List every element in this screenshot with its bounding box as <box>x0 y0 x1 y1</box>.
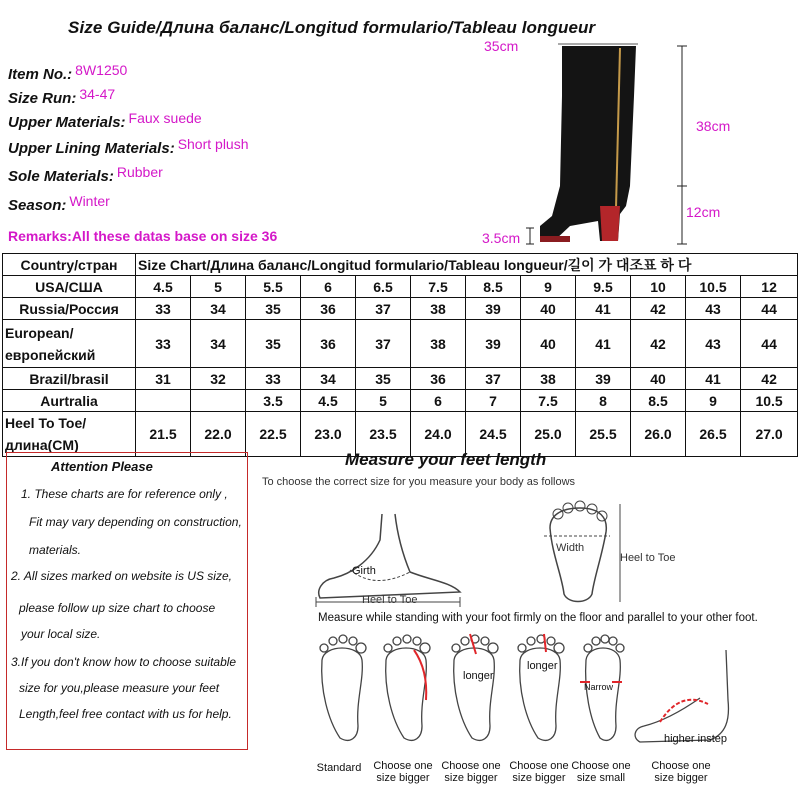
dim-top-width: 35cm <box>484 38 519 54</box>
attention-line: size for you,please measure your feet <box>19 681 220 695</box>
table-cell: 9 <box>521 276 576 298</box>
spec-value: Rubber <box>116 164 163 180</box>
spec-label: Size Run: <box>8 90 77 107</box>
table-cell: 8 <box>576 390 631 412</box>
table-cell: 21.5 <box>136 412 191 457</box>
table-cell: 38 <box>521 368 576 390</box>
table-cell: 34 <box>191 298 246 320</box>
table-cell: 7.5 <box>521 390 576 412</box>
table-cell: 38 <box>411 320 466 368</box>
caption-1: Choose one size bigger <box>373 760 433 784</box>
spec-upper <box>8 110 202 131</box>
size-table <box>2 253 798 457</box>
caption-3: Choose one size bigger <box>509 760 569 784</box>
boot-drawing <box>470 36 770 256</box>
table-cell: 44 <box>741 320 798 368</box>
table-cell: 39 <box>466 320 521 368</box>
caption-4: Choose one size small <box>571 760 631 784</box>
table-row <box>3 390 798 412</box>
table-cell: 35 <box>246 298 301 320</box>
table-row-label: Russia/Россия <box>3 298 136 320</box>
table-cell: 4.5 <box>136 276 191 298</box>
table-cell: 41 <box>686 368 741 390</box>
table-row-label: European/европейский <box>3 320 136 368</box>
heel-to-toe-label: Heel to Toe <box>362 594 418 606</box>
measure-note: Measure while standing with your foot firmly on the floor and parallel to your other foot. <box>318 612 758 624</box>
table-cell: 5.5 <box>246 276 301 298</box>
table-cell: 6 <box>411 390 466 412</box>
table-cell: 40 <box>521 320 576 368</box>
attention-line: please follow up size chart to choose <box>19 601 216 615</box>
table-cell: 42 <box>631 298 686 320</box>
width-label: Width <box>556 542 585 554</box>
tag-longer-2: longer <box>527 660 558 672</box>
table-cell: 7 <box>466 390 521 412</box>
measure-subtitle: To choose the correct size for you measure your body as follows <box>262 476 576 488</box>
dim-shaft-height: 38cm <box>696 118 731 134</box>
table-cell: 10.5 <box>686 276 741 298</box>
dim-heel-height: 12cm <box>686 204 721 220</box>
table-cell: 39 <box>576 368 631 390</box>
spec-value: 34-47 <box>79 86 116 102</box>
table-cell: 24.5 <box>466 412 521 457</box>
table-cell <box>136 390 191 412</box>
spec-label: Upper Lining Materials: <box>8 140 175 157</box>
table-cell <box>191 390 246 412</box>
table-cell: 33 <box>246 368 301 390</box>
table-cell: 4.5 <box>301 390 356 412</box>
table-cell: 10.5 <box>741 390 798 412</box>
table-cell: 43 <box>686 320 741 368</box>
table-cell: 38 <box>411 298 466 320</box>
spec-item-no <box>8 62 128 83</box>
tag-narrow: Narrow <box>584 682 614 692</box>
table-cell: 22.0 <box>191 412 246 457</box>
measure-title: Measure your feet length <box>345 450 547 469</box>
spec-label: Item No.: <box>8 66 73 83</box>
table-row-label: Heel To Toe/длина(CM) <box>3 412 136 457</box>
table-cell: 41 <box>576 320 631 368</box>
boot-illustration <box>470 36 770 256</box>
table-cell: 40 <box>631 368 686 390</box>
caption-standard: Standard <box>316 762 362 774</box>
page-title: Size Guide/Длина баланс/Longitud formulario/Tableau longueur <box>68 18 596 37</box>
footprint-row <box>310 630 780 750</box>
spec-value: Winter <box>69 193 110 209</box>
footprint-longer-third-icon <box>518 634 564 740</box>
table-cell: 36 <box>301 298 356 320</box>
heel-to-toe-side-label: Heel to Toe <box>620 552 676 564</box>
attention-line: 3.If you don't know how to choose suitable <box>11 655 237 669</box>
table-cell: 5 <box>191 276 246 298</box>
table-cell: 39 <box>466 298 521 320</box>
table-row <box>3 276 798 298</box>
table-cell: 25.0 <box>521 412 576 457</box>
table-cell: 34 <box>191 320 246 368</box>
table-cell: 5 <box>356 390 411 412</box>
spec-label: Sole Materials: <box>8 168 114 185</box>
spec-lining <box>8 136 249 157</box>
table-cell: 37 <box>356 298 411 320</box>
table-cell: 6 <box>301 276 356 298</box>
attention-line: 1. These charts are for reference only , <box>21 487 228 501</box>
spec-sole <box>8 164 163 185</box>
attention-box <box>6 452 248 750</box>
table-cell: 33 <box>136 320 191 368</box>
attention-title: Attention Please <box>51 459 153 474</box>
footprint-longer-second-icon <box>452 634 498 740</box>
table-cell: 37 <box>356 320 411 368</box>
spec-value: 8W1250 <box>75 62 128 78</box>
caption-5: Choose one size bigger <box>651 760 711 784</box>
table-cell: 9.5 <box>576 276 631 298</box>
footprint-longer-toe-icon <box>384 635 430 740</box>
girth-label: Girth <box>352 565 376 577</box>
table-cell: 31 <box>136 368 191 390</box>
table-cell: 10 <box>631 276 686 298</box>
table-cell: 24.0 <box>411 412 466 457</box>
table-cell: 32 <box>191 368 246 390</box>
table-cell: 35 <box>246 320 301 368</box>
table-cell: 36 <box>301 320 356 368</box>
table-row <box>3 298 798 320</box>
table-cell: 33 <box>136 298 191 320</box>
foot-instep-icon <box>635 650 728 742</box>
table-row-label: Brazil/brasil <box>3 368 136 390</box>
table-cell: 23.0 <box>301 412 356 457</box>
attention-line: materials. <box>29 543 82 557</box>
table-cell: 8.5 <box>466 276 521 298</box>
spec-label: Upper Materials: <box>8 114 126 131</box>
table-cell: 37 <box>466 368 521 390</box>
table-cell: 42 <box>631 320 686 368</box>
table-cell: 35 <box>356 368 411 390</box>
remarks: Remarks:All these datas base on size 36 <box>8 228 278 244</box>
table-header-chart: Size Chart/Длина баланс/Longitud formulario/Tableau longueur/길이 가 대조표 하 다 <box>136 254 798 276</box>
spec-size-run <box>8 86 116 107</box>
table-cell: 36 <box>411 368 466 390</box>
table-cell: 22.5 <box>246 412 301 457</box>
table-cell: 27.0 <box>741 412 798 457</box>
caption-2: Choose one size bigger <box>441 760 501 784</box>
table-cell: 12 <box>741 276 798 298</box>
table-cell: 3.5 <box>246 390 301 412</box>
table-cell: 26.0 <box>631 412 686 457</box>
tag-longer-1: longer <box>463 670 494 682</box>
dim-platform: 3.5cm <box>482 230 521 246</box>
table-row <box>3 320 798 368</box>
spec-season <box>8 193 110 214</box>
table-row-label: USA/США <box>3 276 136 298</box>
table-row-label: Aurtralia <box>3 390 136 412</box>
table-cell: 26.5 <box>686 412 741 457</box>
tag-instep: higher instep <box>664 733 727 745</box>
table-cell: 9 <box>686 390 741 412</box>
spec-label: Season: <box>8 197 67 214</box>
footprint-standard-icon <box>320 635 366 740</box>
spec-value: Short plush <box>177 136 249 152</box>
table-cell: 40 <box>521 298 576 320</box>
table-cell: 44 <box>741 298 798 320</box>
table-cell: 34 <box>301 368 356 390</box>
table-row <box>3 368 798 390</box>
attention-line: Fit may vary depending on construction, <box>29 515 242 529</box>
table-cell: 42 <box>741 368 798 390</box>
table-header-row <box>3 254 798 276</box>
attention-line: 2. All sizes marked on website is US size, <box>11 569 232 583</box>
table-cell: 8.5 <box>631 390 686 412</box>
table-cell: 7.5 <box>411 276 466 298</box>
spec-value: Faux suede <box>128 110 202 126</box>
table-cell: 41 <box>576 298 631 320</box>
table-cell: 43 <box>686 298 741 320</box>
attention-line: your local size. <box>21 627 101 641</box>
table-cell: 6.5 <box>356 276 411 298</box>
attention-line: Length,feel free contact with us for help. <box>19 707 232 721</box>
table-cell: 25.5 <box>576 412 631 457</box>
table-header-country: Country/стран <box>3 254 136 276</box>
table-cell: 23.5 <box>356 412 411 457</box>
